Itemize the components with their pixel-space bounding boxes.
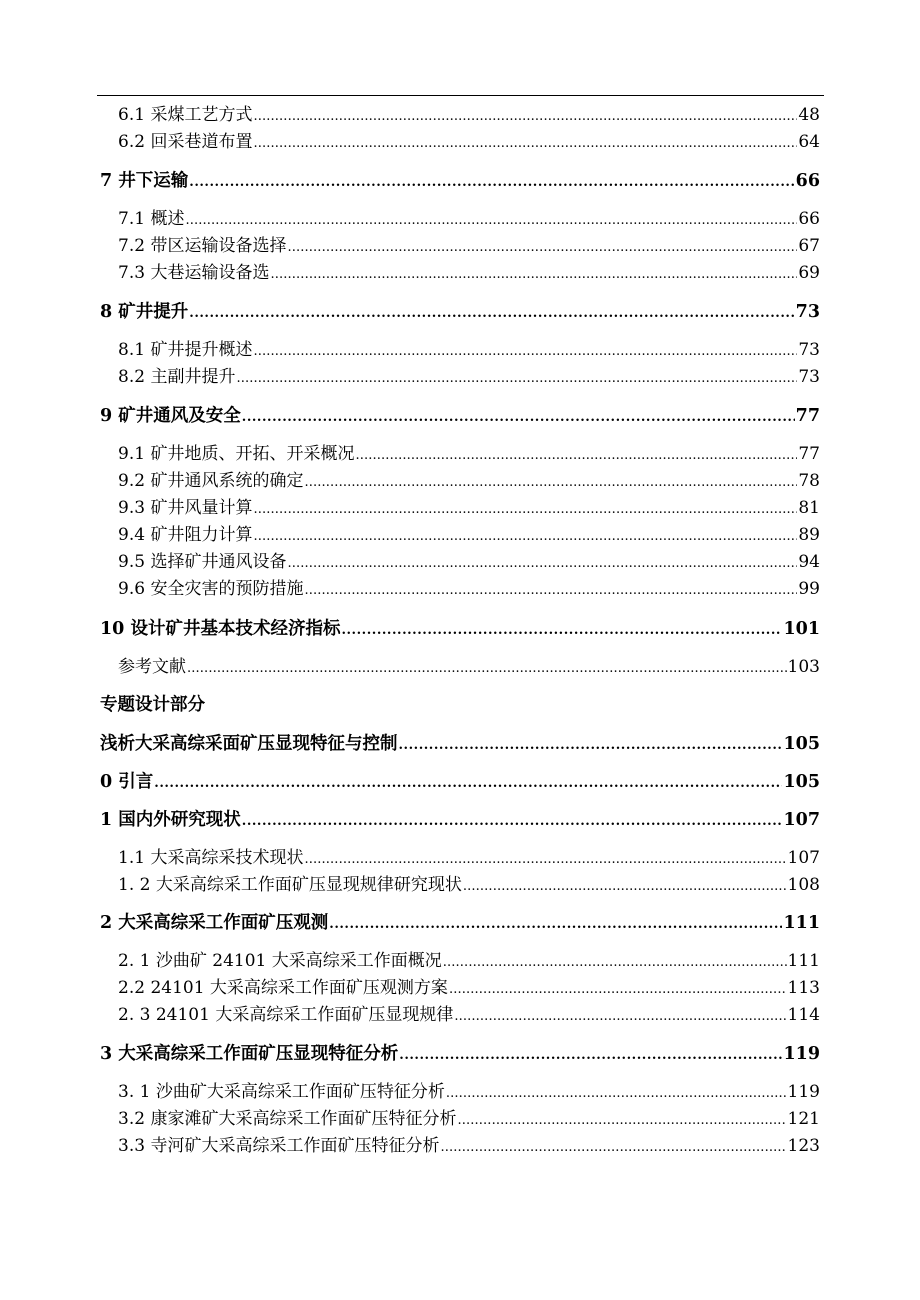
toc-entry-label: 7.2 带区运输设备选择 xyxy=(118,236,287,256)
toc-section-entry[interactable] xyxy=(118,1081,820,1105)
toc-chapter-entry[interactable] xyxy=(100,405,820,429)
toc-page-number: 105 xyxy=(783,734,820,754)
toc-entry-label: 1.1 大采高综采技术现状 xyxy=(118,848,304,868)
toc-page-number: 66 xyxy=(798,209,820,229)
toc-chapter-entry[interactable] xyxy=(100,733,820,757)
toc-entry-label: 6.1 采煤工艺方式 xyxy=(118,105,253,125)
toc-entry-label: 3 大采高综采工作面矿压显现特征分析 xyxy=(100,1044,399,1064)
toc-leader-dots xyxy=(341,620,782,642)
toc-leader-dots xyxy=(399,735,783,757)
toc-page-number: 119 xyxy=(783,1044,820,1064)
toc-chapter-entry[interactable] xyxy=(100,618,820,642)
toc-leader-dots xyxy=(449,979,787,1001)
toc-leader-dots xyxy=(355,445,797,467)
toc-entry-label: 2. 3 24101 大采高综采工作面矿压显现规律 xyxy=(118,1005,454,1025)
toc-page-number: 89 xyxy=(798,525,820,545)
toc-chapter-entry[interactable] xyxy=(100,912,820,936)
toc-leader-dots xyxy=(242,407,795,429)
toc-leader-dots xyxy=(253,106,797,128)
toc-entry-label: 1. 2 大采高综采工作面矿压显现规律研究现状 xyxy=(118,875,462,895)
toc-page-number: 99 xyxy=(798,579,820,599)
toc-entry-label: 参考文献 xyxy=(118,657,186,677)
toc-page-number: 107 xyxy=(783,810,820,830)
toc-section-entry[interactable] xyxy=(118,235,820,259)
toc-page-number: 48 xyxy=(798,105,820,125)
toc-leader-dots xyxy=(287,237,797,259)
toc-section-entry[interactable] xyxy=(118,443,820,467)
toc-entry-label: 9.1 矿井地质、开拓、开采概况 xyxy=(118,444,355,464)
toc-page-number: 105 xyxy=(783,772,820,792)
toc-page-number: 119 xyxy=(787,1082,820,1102)
toc-entry-label: 9.4 矿井阻力计算 xyxy=(118,525,253,545)
special-section-heading: 专题设计部分 xyxy=(100,695,205,715)
toc-chapter-entry[interactable] xyxy=(100,809,820,833)
toc-entry-label: 8 矿井提升 xyxy=(100,302,189,322)
toc-leader-dots xyxy=(304,472,797,494)
toc-page-number: 77 xyxy=(795,406,820,426)
toc-entry-label: 3.3 寺河矿大采高综采工作面矿压特征分析 xyxy=(118,1136,440,1156)
toc-entry-label: 2 大采高综采工作面矿压观测 xyxy=(100,913,329,933)
toc-leader-dots xyxy=(253,526,797,548)
toc-section-entry[interactable] xyxy=(118,131,820,155)
toc-entry-label: 3.2 康家滩矿大采高综采工作面矿压特征分析 xyxy=(118,1109,457,1129)
toc-section-entry[interactable] xyxy=(118,656,820,680)
toc-entry-label: 浅析大采高综采面矿压显现特征与控制 xyxy=(100,734,398,754)
toc-section-entry[interactable] xyxy=(118,847,820,871)
toc-section-entry[interactable] xyxy=(118,874,820,898)
toc-leader-dots xyxy=(446,1083,787,1105)
toc-leader-dots xyxy=(253,133,797,155)
toc-page-number: 111 xyxy=(787,951,820,971)
toc-section-entry[interactable] xyxy=(118,262,820,286)
toc-entry-label: 7.1 概述 xyxy=(118,209,185,229)
toc-leader-dots xyxy=(253,499,797,521)
toc-leader-dots xyxy=(443,952,787,974)
toc-section-entry[interactable] xyxy=(118,366,820,390)
toc-section-entry[interactable] xyxy=(118,950,820,974)
toc-page-number: 78 xyxy=(798,471,820,491)
toc-leader-dots xyxy=(189,172,794,194)
toc-chapter-entry[interactable] xyxy=(100,170,820,194)
toc-entry-label: 9.2 矿井通风系统的确定 xyxy=(118,471,304,491)
toc-section-entry[interactable] xyxy=(118,104,820,128)
toc-page-number: 107 xyxy=(787,848,820,868)
toc-section-entry[interactable] xyxy=(118,497,820,521)
header-rule xyxy=(97,95,824,96)
toc-section-entry[interactable] xyxy=(118,208,820,232)
toc-page-number: 66 xyxy=(795,171,820,191)
toc-page-number: 64 xyxy=(798,132,820,152)
toc-entry-label: 2.2 24101 大采高综采工作面矿压观测方案 xyxy=(118,978,448,998)
toc-entry-label: 9.3 矿井风量计算 xyxy=(118,498,253,518)
toc-section-entry[interactable] xyxy=(118,339,820,363)
toc-entry-label: 8.1 矿井提升概述 xyxy=(118,340,253,360)
toc-chapter-entry[interactable] xyxy=(100,301,820,325)
toc-section-entry[interactable] xyxy=(118,578,820,602)
toc-leader-dots xyxy=(329,914,782,936)
toc-entry-label: 7 井下运输 xyxy=(100,171,189,191)
toc-section-entry[interactable] xyxy=(118,524,820,548)
toc-section-entry[interactable] xyxy=(118,470,820,494)
toc-entry-label: 0 引言 xyxy=(100,772,154,792)
toc-leader-dots xyxy=(270,264,797,286)
toc-page-number: 101 xyxy=(783,619,820,639)
toc-section-entry[interactable] xyxy=(118,1108,820,1132)
toc-section-entry[interactable] xyxy=(118,551,820,575)
toc-page-number: 73 xyxy=(795,302,820,322)
toc-page-number: 73 xyxy=(798,340,820,360)
toc-leader-dots xyxy=(304,849,786,871)
toc-leader-dots xyxy=(189,303,794,325)
toc-page-number: 121 xyxy=(787,1109,820,1129)
toc-section-entry[interactable] xyxy=(118,1004,820,1028)
toc-page-number: 123 xyxy=(787,1136,820,1156)
toc-leader-dots xyxy=(399,1045,782,1067)
toc-page-number: 103 xyxy=(787,657,820,677)
toc-leader-dots xyxy=(463,876,787,898)
toc-leader-dots xyxy=(185,210,797,232)
toc-page-number: 111 xyxy=(783,913,820,933)
toc-leader-dots xyxy=(242,811,783,833)
toc-page-number: 94 xyxy=(798,552,820,572)
toc-leader-dots xyxy=(253,341,797,363)
toc-entry-label: 10 设计矿井基本技术经济指标 xyxy=(100,619,341,639)
toc-entry-label: 1 国内外研究现状 xyxy=(100,810,241,830)
toc-entry-label: 2. 1 沙曲矿 24101 大采高综采工作面概况 xyxy=(118,951,442,971)
toc-section-entry[interactable] xyxy=(118,977,820,1001)
toc-leader-dots xyxy=(454,1006,786,1028)
toc-page-number: 69 xyxy=(798,263,820,283)
toc-page-number: 113 xyxy=(787,978,820,998)
toc-entry-label: 3. 1 沙曲矿大采高综采工作面矿压特征分析 xyxy=(118,1082,445,1102)
toc-leader-dots xyxy=(154,773,782,795)
toc-entry-label: 9.6 安全灾害的预防措施 xyxy=(118,579,304,599)
toc-section-entry[interactable] xyxy=(118,1135,820,1159)
toc-leader-dots xyxy=(287,553,797,575)
toc-entry-label: 9.5 选择矿井通风设备 xyxy=(118,552,287,572)
toc-page-number: 108 xyxy=(787,875,820,895)
toc-entry-label: 6.2 回采巷道布置 xyxy=(118,132,253,152)
toc-entry-label: 8.2 主副井提升 xyxy=(118,367,236,387)
toc-page-number: 81 xyxy=(798,498,820,518)
toc-page-number: 73 xyxy=(798,367,820,387)
toc-leader-dots xyxy=(236,368,797,390)
toc-entry-label: 7.3 大巷运输设备选 xyxy=(118,263,270,283)
toc-leader-dots xyxy=(304,580,797,602)
toc-leader-dots xyxy=(440,1137,786,1159)
toc-chapter-entry[interactable] xyxy=(100,1043,820,1067)
toc-leader-dots xyxy=(457,1110,786,1132)
toc-page-number: 114 xyxy=(787,1005,820,1025)
toc-entry-label: 9 矿井通风及安全 xyxy=(100,406,241,426)
toc-leader-dots xyxy=(187,658,787,680)
toc-chapter-entry[interactable] xyxy=(100,771,820,795)
toc-page-number: 67 xyxy=(798,236,820,256)
toc-page-number: 77 xyxy=(798,444,820,464)
